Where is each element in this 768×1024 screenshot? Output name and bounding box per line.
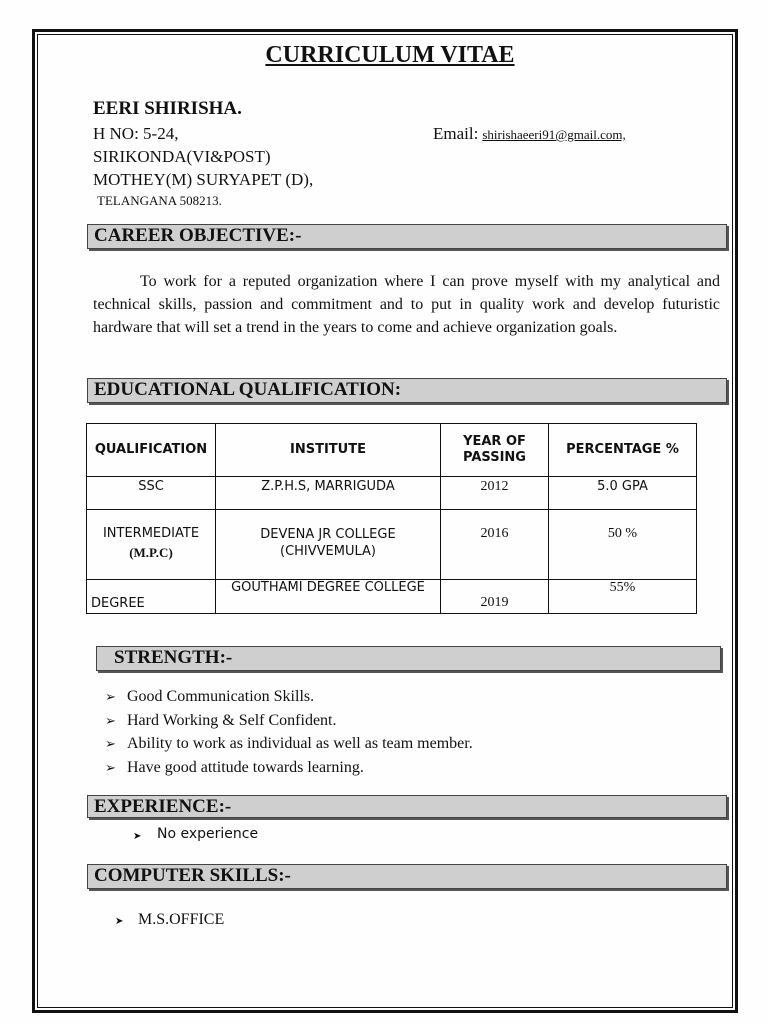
- column-header: INSTITUTE: [216, 424, 441, 477]
- arrow-bullet-icon: ➢: [105, 759, 116, 775]
- list-item: [105, 709, 473, 733]
- email-block: [433, 124, 626, 144]
- table-cell-qualification: DEGREE: [87, 580, 216, 614]
- arrow-bullet-icon: ➢: [105, 689, 116, 704]
- list-item: [105, 685, 473, 709]
- address-line-4: TELANGANA 508213.: [97, 193, 222, 208]
- strength-text: Good Communication Skills.: [127, 688, 315, 705]
- qualification-name: INTERMEDIATE: [102, 526, 200, 541]
- column-header: YEAR OF PASSING: [441, 424, 549, 477]
- column-header: PERCENTAGE %: [549, 424, 697, 477]
- education-table: [86, 423, 697, 614]
- strength-text: Ability to work as individual as well as team member.: [127, 735, 473, 752]
- strength-list: [105, 685, 473, 779]
- computer-skill-text: M.S.OFFICE: [138, 911, 225, 928]
- document-title: CURRICULUM VITAE: [265, 42, 515, 68]
- column-header: QUALIFICATION: [87, 424, 216, 477]
- address-line-3: MOTHEY(M) SURYAPET (D),: [93, 170, 314, 189]
- address-line-2: SIRIKONDA(VI&POST): [93, 147, 271, 166]
- table-cell-institute: Z.P.H.S, MARRIGUDA: [216, 477, 441, 510]
- section-heading-experience: EXPERIENCE:-: [87, 795, 727, 818]
- table-row: [87, 510, 697, 580]
- section-heading-career-objective: CAREER OBJECTIVE:-: [87, 224, 727, 249]
- career-objective-body: To work for a reputed organization where I can prove myself with my analytical and technical skills, passion and commitment and to put in quality work and develop futuristic hardware that will set a trend in the years to come and achieve organization goals.: [93, 273, 720, 336]
- address-line-1: H NO: 5-24,: [93, 124, 179, 143]
- strength-text: Have good attitude towards learning.: [127, 758, 364, 776]
- arrow-bullet-icon: ➢: [105, 712, 116, 728]
- list-item: [115, 908, 224, 932]
- table-cell-year: 2019: [441, 580, 549, 614]
- table-row: [87, 580, 697, 614]
- list-item: [133, 823, 258, 847]
- arrow-bullet-icon: ➤: [115, 916, 124, 927]
- list-item: [105, 732, 473, 756]
- table-cell-institute: DEVENA JR COLLEGE (CHIVVEMULA): [216, 510, 441, 580]
- experience-list: [133, 823, 258, 847]
- email-address: shirishaeeri91@gmail.com,: [482, 127, 626, 142]
- experience-text: No experience: [157, 826, 259, 842]
- section-heading-strength: STRENGTH:-: [96, 646, 721, 671]
- section-heading-computer-skills: COMPUTER SKILLS:-: [87, 864, 727, 889]
- arrow-bullet-icon: ➢: [105, 736, 116, 751]
- table-cell-percentage: 50 %: [549, 510, 697, 580]
- table-cell-qualification: [87, 510, 216, 580]
- table-header-row: [87, 424, 697, 477]
- career-objective-text: [93, 270, 720, 339]
- table-cell-qualification: SSC: [87, 477, 216, 510]
- strength-text: Hard Working & Self Confident.: [127, 711, 337, 729]
- computer-skills-list: [115, 908, 224, 932]
- candidate-name: EERI SHIRISHA.: [93, 98, 242, 119]
- table-cell-percentage: 5.0 GPA: [549, 477, 697, 510]
- list-item: [105, 756, 473, 780]
- section-heading-education: EDUCATIONAL QUALIFICATION:: [87, 378, 727, 403]
- table-cell-year: 2012: [441, 477, 549, 510]
- email-label: Email:: [433, 124, 479, 143]
- table-cell-percentage: 55%: [549, 580, 697, 614]
- qualification-stream: (M.P.C): [129, 545, 173, 560]
- table-cell-year: 2016: [441, 510, 549, 580]
- table-cell-institute: GOUTHAMI DEGREE COLLEGE: [216, 580, 441, 614]
- arrow-bullet-icon: ➤: [133, 831, 142, 842]
- table-row: [87, 477, 697, 510]
